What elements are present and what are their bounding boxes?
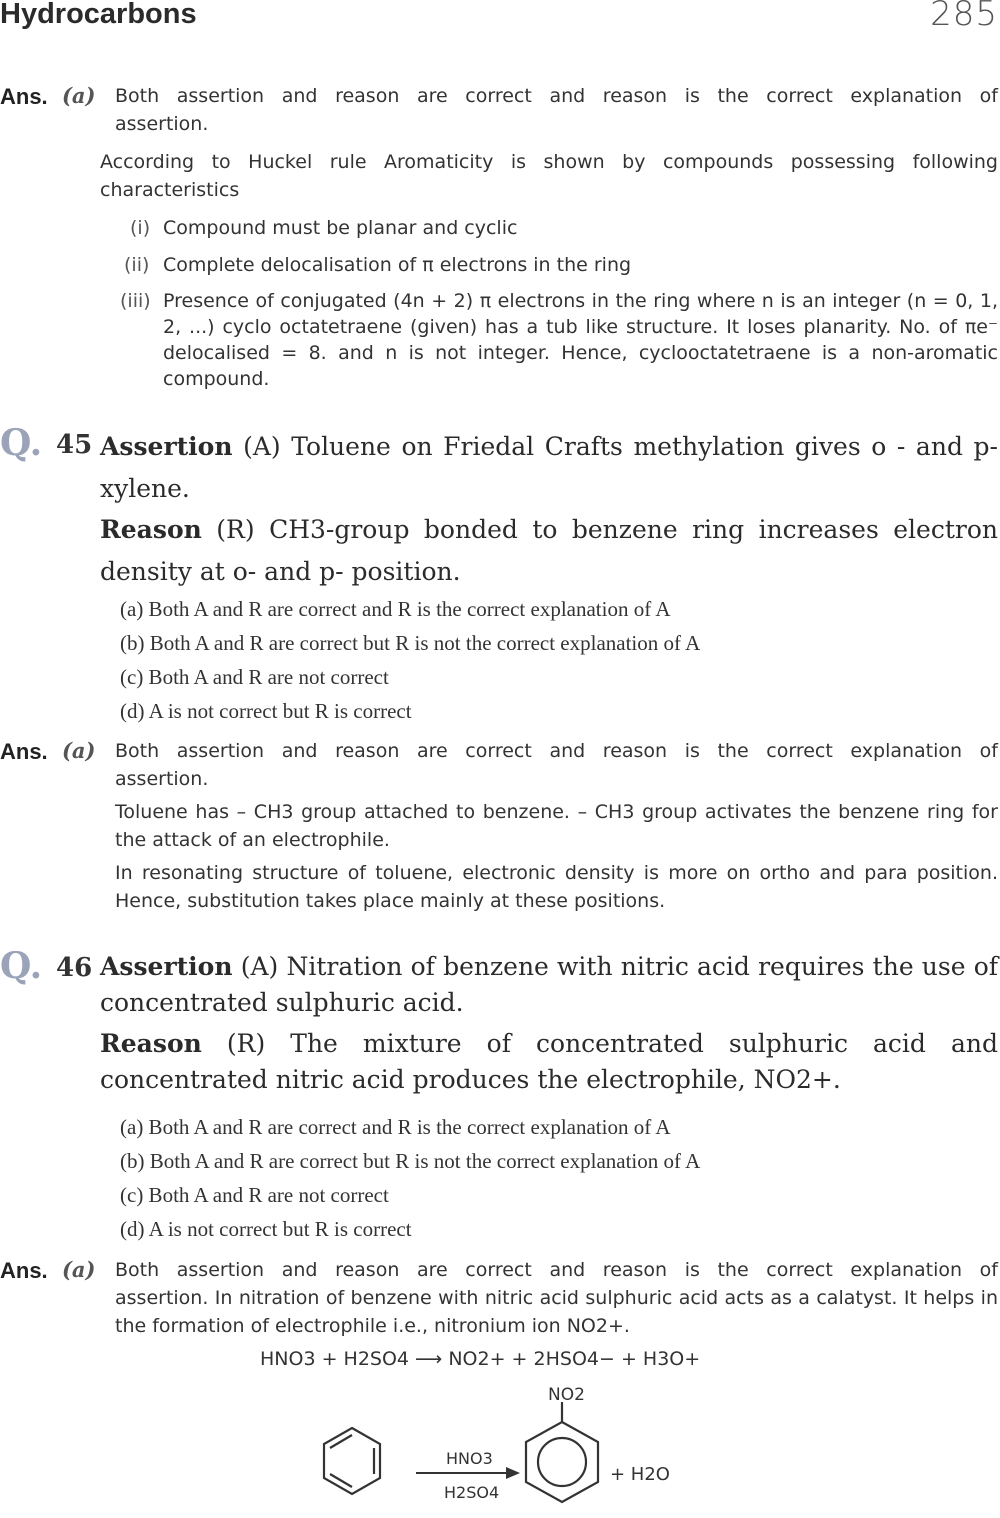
answer-intro-line: Both assertion and reason are correct and reason is the correct explanation of [115, 85, 998, 107]
option-a: (a) Both A and R are correct and R is the correct explanation of A [120, 597, 671, 621]
nitrobenzene-structure [526, 1402, 598, 1502]
answer-label: Ans. [0, 1258, 48, 1283]
assertion-label: Assertion [100, 432, 233, 461]
reason-text: CH3-group bonded to benzene ring increases electron density at o- and p- position. [100, 515, 998, 586]
question-marker: Q. [0, 945, 43, 987]
reagent-top: HNO3 [446, 1449, 493, 1468]
assertion-tag: (A) [240, 952, 279, 981]
benzene-structure [324, 1428, 380, 1494]
answer-paragraph: characteristics [100, 179, 240, 201]
list-item-text: Presence of conjugated (4n + 2) π electrons in the ring where n is an integer (n = 0, 1, 2, ...) cyclo octatetraene (given) has a tub like structure. It loses planarity. No. of πe⁻ delocalised = 8. and n is not integer. Hence, cyclooctatetraene is a non-aromatic compound. [163, 290, 998, 390]
assertion-label: Assertion [100, 952, 233, 981]
reaction-arrowhead [506, 1467, 520, 1479]
question-marker: Q. [0, 422, 43, 464]
question-number: 46 [56, 953, 93, 983]
list-item-number: (iii) [120, 290, 151, 312]
option-c: (c) Both A and R are not correct [120, 1183, 389, 1207]
list-item-number: (i) [130, 217, 151, 239]
question-reason [100, 509, 998, 593]
aromatic-circle [538, 1438, 586, 1486]
option-c: (c) Both A and R are not correct [120, 665, 389, 689]
option-b: (b) Both A and R are correct but R is not the correct explanation of A [120, 1149, 701, 1173]
assertion-text: Toluene on Friedal Crafts methylation gives o - and p-xylene. [100, 432, 998, 503]
reason-text: The mixture of concentrated sulphuric acid and concentrated nitric acid produces the electrophile, NO2+. [100, 1029, 998, 1094]
option-d: (d) A is not correct but R is correct [120, 1217, 412, 1241]
list-item-number: (ii) [124, 254, 150, 276]
option-d: (d) A is not correct but R is correct [120, 699, 412, 723]
byproduct-label: + H2O [610, 1464, 670, 1485]
question-assertion [100, 426, 998, 510]
question-assertion [100, 949, 998, 1021]
reason-label: Reason [100, 1029, 202, 1058]
answer-intro-line: assertion. [115, 113, 209, 135]
question-number: 45 [56, 430, 93, 460]
substituent-label: NO2 [548, 1385, 585, 1405]
reaction-diagram [300, 1376, 720, 1518]
answer-paragraph: In resonating structure of toluene, electronic density is more on ortho and para position. Hence, substitution takes place mainly at these positions. [115, 862, 998, 912]
list-item-text: Compound must be planar and cyclic [163, 217, 518, 239]
benzene-ring [324, 1428, 380, 1494]
reason-label: Reason [100, 515, 202, 544]
page-number: 285 [930, 0, 998, 34]
list-item-text: Complete delocalisation of π electrons in the ring [163, 254, 632, 276]
double-bond [330, 1435, 352, 1448]
answer-intro-line: Both assertion and reason are correct and reason is the correct explanation of [115, 1259, 998, 1281]
assertion-tag: (A) [243, 432, 281, 461]
answer-option: (a) [62, 83, 96, 108]
answer-intro-line: assertion. [115, 768, 209, 790]
chemical-equation: HNO3 + H2SO4 ⟶ NO2+ + 2HSO4− + H3O+ [260, 1348, 701, 1370]
question-reason [100, 1026, 998, 1098]
reason-tag: (R) [226, 1029, 266, 1058]
reagent-bottom: H2SO4 [444, 1483, 500, 1502]
answer-intro-line: Both assertion and reason are correct and reason is the correct explanation of [115, 740, 998, 762]
answer-paragraph: assertion. In nitration of benzene with nitric acid sulphuric acid acts as a calatyst. It helps in the formation of electrophile i.e., nitronium ion NO2+. [115, 1287, 998, 1337]
answer-paragraph: According to Huckel rule Aromaticity is shown by compounds possessing following [100, 151, 998, 173]
answer-option: (a) [62, 738, 96, 763]
reason-tag: (R) [216, 515, 255, 544]
assertion-text: Nitration of benzene with nitric acid requires the use of concentrated sulphuric acid. [100, 952, 998, 1017]
answer-label: Ans. [0, 84, 48, 109]
answer-paragraph: Toluene has – CH3 group attached to benzene. – CH3 group activates the benzene ring for the attack of an electrophile. [115, 801, 998, 851]
option-a: (a) Both A and R are correct and R is the correct explanation of A [120, 1115, 671, 1139]
benzene-ring [526, 1422, 598, 1502]
double-bond [330, 1474, 352, 1487]
answer-option: (a) [62, 1257, 96, 1282]
page-title: Hydrocarbons [0, 0, 197, 30]
option-b: (b) Both A and R are correct but R is not the correct explanation of A [120, 631, 701, 655]
answer-label: Ans. [0, 739, 48, 764]
